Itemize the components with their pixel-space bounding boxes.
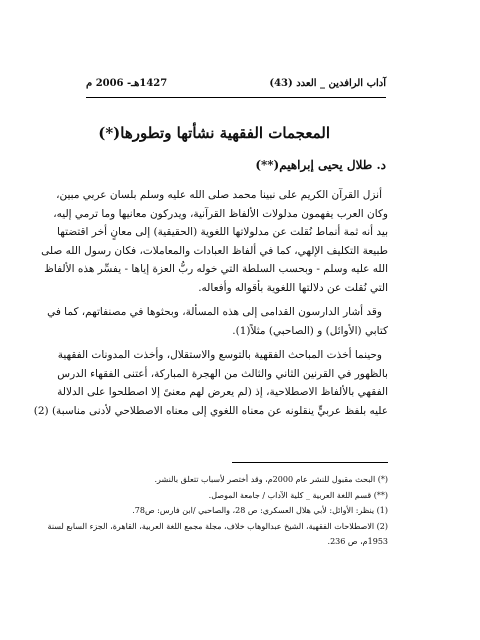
footnote: 1953م، ص 236. xyxy=(327,537,388,546)
publication-date: 1427هـ- 2006 م xyxy=(86,78,168,89)
body-line: بيد أنه ثمة أنماط نُقلت عن مدلولاتها اللغوية (الحقيقية) إلى معانٍ أخر اقتضتها xyxy=(57,226,388,238)
body-line: التي نُقلت عن دلالتها اللغوية بأقواله وأفعاله. xyxy=(198,281,388,294)
article-body xyxy=(33,186,388,420)
footnote: (1) ينظر: الأوائل: لأبي هلال العسكري: ص 28، والصاحبي /ابن فارس: ص78. xyxy=(132,506,388,515)
header-divider xyxy=(86,97,386,98)
footnote: (**) قسم اللغة العربية _ كلية الآداب / جامعة الموصل. xyxy=(208,490,388,500)
article-title: المعجمات الفقهية نشأتها وتطورها(*) xyxy=(98,124,330,142)
body-line: الفقهي بالألفاظ الاصطلاحية، إذ (لم يعرض لهم معنىً إلا اصطلحوا على الدلالة xyxy=(57,386,388,398)
body-line: كتابي (الأوائل) و (الصاحبي) مثلاً(1). xyxy=(232,324,388,337)
journal-issue-label: آداب الرافدين _ العدد (43) xyxy=(269,78,386,89)
body-line: طبيعة التكليف الإلهي، كما في ألفاظ العبادات والمعاملات، فكان رسول الله صلى xyxy=(41,244,388,257)
footnote: (*) البحث مقبول للنشر عام 2000م، وقد أختصر لأسباب تتعلق بالنشر. xyxy=(154,475,388,484)
body-line: وكان العرب يفهمون مدلولات الألفاظ القرآنية، ويدركون معانيها وما ترمي إليه، xyxy=(53,207,388,220)
body-line: وقد أشار الدارسون القدامى إلى هذه المسألة، وبحثوها في مصنفاتهم، كما في xyxy=(47,306,382,318)
body-line: وحينما أخذت المباحث الفقهية بالتوسع والاستقلال، وأخذت المدونات الفقهية xyxy=(57,349,382,361)
footnote-divider xyxy=(232,462,388,463)
footnotes xyxy=(47,472,388,550)
article-author: د. طلال يحيى إبراهيم(**) xyxy=(255,158,386,172)
footnote: (2) الاصطلاحات الفقهية، الشيخ عبدالوهاب خلاف، مجلة مجمع اللغة العربية، القاهرة، الجزء السابع لسنة xyxy=(47,521,388,531)
body-line: بالظهور في القرنين الثاني والثالث من الهجرة المباركة، أعتنى الفقهاء الدرس xyxy=(57,367,388,380)
body-line: الله عليه وسلم - وبحسب السلطة التي خوله ربُّ العزة إياها - يفسِّر هذه الألفاظ xyxy=(44,263,388,275)
body-line: أنزل القرآن الكريم على نبينا محمد صلى الله عليه وسلم بلسان عربي مبين، xyxy=(56,189,382,201)
running-header xyxy=(86,78,386,98)
body-line: عليه بلفظ عربيٍّ ينقلونه عن معناه اللغوي إلى معناه الاصطلاحي لأدنى مناسبة) (2) xyxy=(33,404,388,417)
